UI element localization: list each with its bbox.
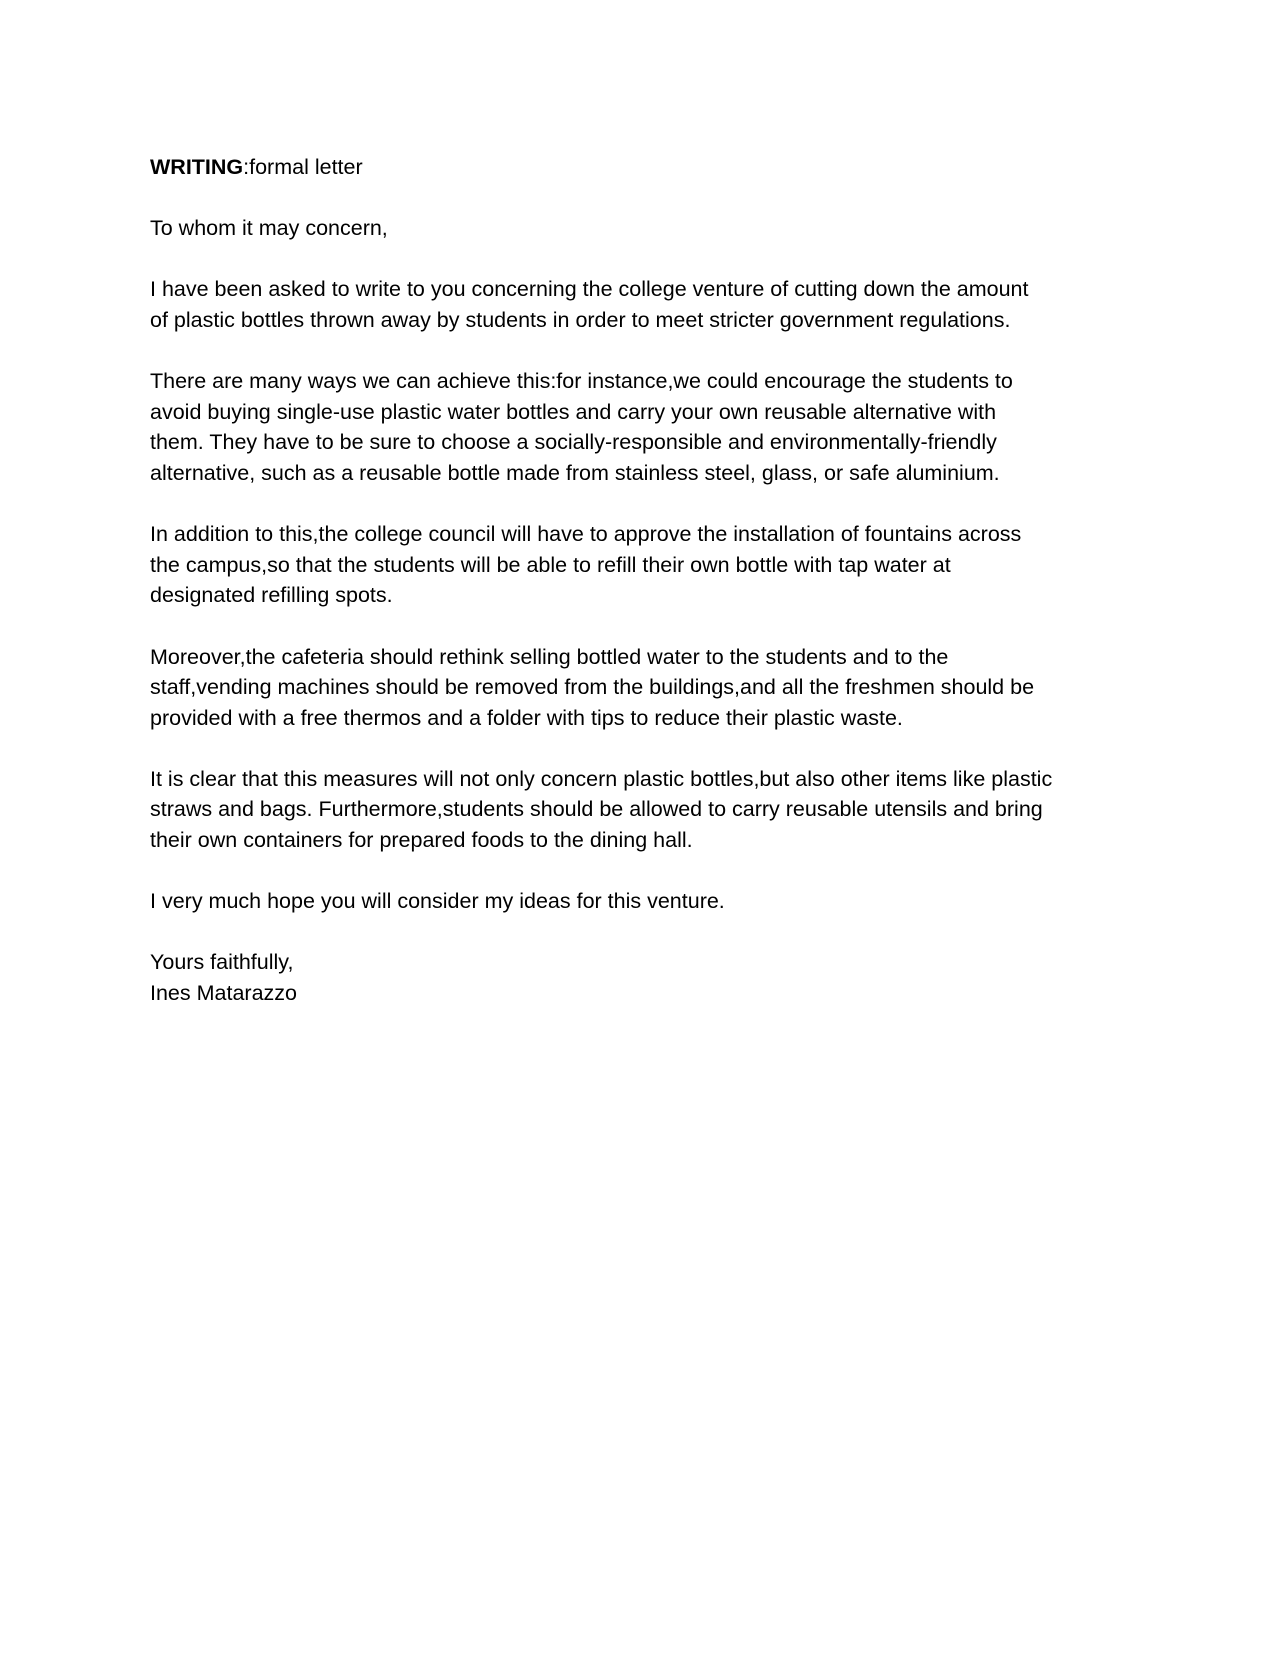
paragraph-2 (150, 366, 1135, 488)
paragraph-line: alternative, such as a reusable bottle made from stainless steel, glass, or safe aluminium. (150, 460, 1000, 485)
letter-body (150, 152, 1135, 1009)
heading-rest: :formal letter (243, 155, 363, 179)
paragraph-line: avoid buying single-use plastic water bottles and carry your own reusable alternative with (150, 399, 997, 424)
paragraph-line: Moreover,the cafeteria should rethink selling bottled water to the students and to the (150, 644, 949, 669)
paragraph-line: straws and bags. Furthermore,students should be allowed to carry reusable utensils and bring (150, 797, 1043, 822)
paragraph-line: them. They have to be sure to choose a socially-responsible and environmentally-friendly (150, 430, 997, 455)
paragraph-line: There are many ways we can achieve this:for instance,we could encourage the students to (150, 369, 1013, 394)
paragraph-line: I have been asked to write to you concerning the college venture of cutting down the amount (150, 277, 1029, 302)
paragraph-1 (150, 274, 1135, 335)
paragraph-line: the campus,so that the students will be able to refill their own bottle with tap water at (150, 552, 951, 577)
paragraph-3 (150, 519, 1135, 611)
paragraph-line: In addition to this,the college council will have to approve the installation of fountains across (150, 522, 1022, 547)
paragraph-line: their own containers for prepared foods to the dining hall. (150, 828, 693, 853)
paragraph-line: of plastic bottles thrown away by students in order to meet stricter government regulations. (150, 307, 1011, 332)
signature: Ines Matarazzo (150, 981, 297, 1006)
salutation: To whom it may concern, (150, 216, 388, 241)
paragraph-line: staff,vending machines should be removed from the buildings,and all the freshmen should be (150, 675, 1035, 700)
closing: Yours faithfully, (150, 950, 294, 975)
paragraph-5 (150, 764, 1135, 856)
paragraph-line: I very much hope you will consider my ideas for this venture. (150, 889, 725, 914)
paragraph-line: provided with a free thermos and a folder with tips to reduce their plastic waste. (150, 705, 903, 730)
paragraph-4 (150, 642, 1135, 734)
heading-label: WRITING (150, 155, 244, 179)
document-heading (150, 152, 1135, 183)
paragraph-line: designated refilling spots. (150, 583, 393, 608)
paragraph-line: It is clear that this measures will not only concern plastic bottles,but also other items like plastic (150, 766, 1053, 791)
sign-off (150, 947, 1135, 1008)
paragraph-6 (150, 886, 1135, 917)
